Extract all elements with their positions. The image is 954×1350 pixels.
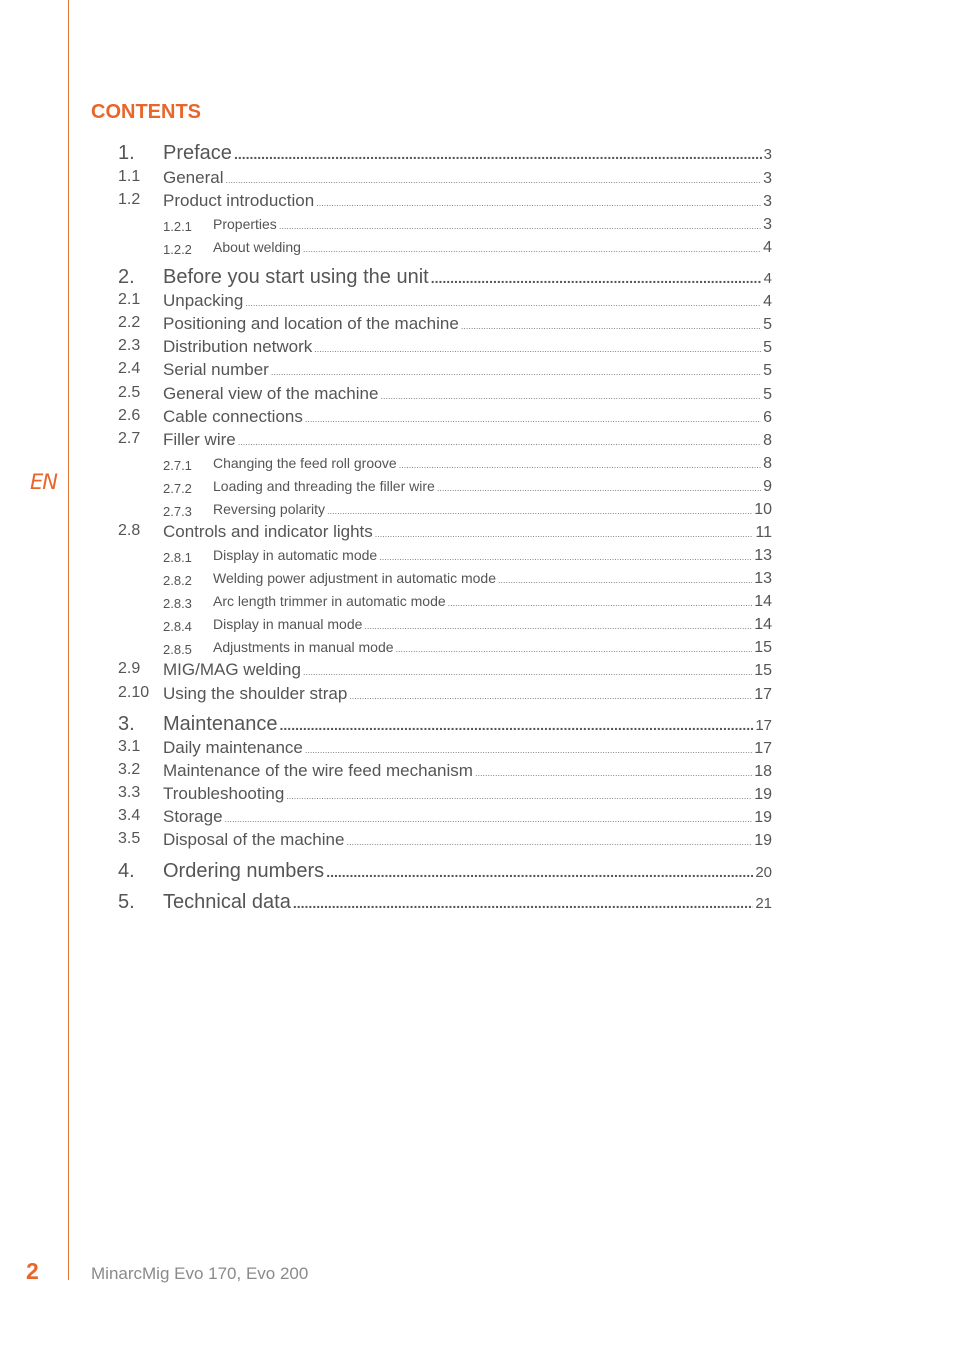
toc-leader-dots [279, 221, 761, 231]
toc-entry-label: Unpacking [163, 291, 244, 310]
toc-entry-label: General view of the machine [163, 384, 379, 403]
toc-leader-dots [326, 864, 753, 880]
toc-entry-number: 3. [118, 713, 135, 735]
toc-leader-dots [475, 768, 752, 778]
toc-leader-dots [316, 198, 761, 208]
toc-entry-page: 5 [763, 362, 772, 379]
toc-entry-number: 3.1 [118, 738, 141, 755]
toc-entry-number: 2.5 [118, 384, 141, 401]
contents-heading: CONTENTS [91, 101, 201, 123]
toc-leader-dots [314, 344, 761, 354]
toc-leader-dots [305, 414, 761, 424]
toc-entry[interactable] [163, 738, 772, 758]
toc-entry-label: Controls and indicator lights [163, 522, 373, 541]
toc-entry-number: 3.2 [118, 761, 141, 778]
toc-leader-dots [234, 146, 762, 162]
toc-entry-page: 17 [754, 686, 772, 703]
toc-entry[interactable] [163, 713, 772, 736]
toc-entry[interactable] [213, 478, 772, 496]
toc-entry-number: 2.8.4 [163, 619, 192, 634]
toc-entry[interactable] [163, 337, 772, 357]
toc-entry-page: 5 [763, 316, 772, 333]
toc-entry-page: 17 [754, 740, 772, 757]
toc-entry[interactable] [163, 168, 772, 188]
toc-entry[interactable] [163, 266, 772, 289]
toc-entry[interactable] [163, 784, 772, 804]
toc-entry-label: Troubleshooting [163, 784, 285, 803]
toc-leader-dots [498, 575, 752, 585]
toc-entry-page: 5 [763, 339, 772, 356]
toc-entry-number: 2.10 [118, 684, 150, 701]
toc-leader-dots [346, 837, 752, 847]
toc-leader-dots [280, 717, 754, 733]
toc-entry[interactable] [163, 891, 772, 914]
toc-leader-dots [364, 621, 752, 631]
toc-entry-page: 4 [763, 239, 772, 256]
toc-entry-page: 11 [755, 524, 772, 541]
toc-entry-label: About welding [213, 239, 301, 255]
toc-entry-page: 19 [754, 809, 772, 826]
toc-entry-page: 15 [754, 662, 772, 679]
toc-entry-number: 1.2 [118, 191, 141, 208]
toc-entry-page: 3 [763, 193, 772, 210]
toc-entry-number: 3.3 [118, 784, 141, 801]
toc-entry[interactable] [163, 384, 772, 404]
margin-rule [68, 0, 69, 1280]
toc-entry-label: Arc length trimmer in automatic mode [213, 593, 446, 609]
toc-entry[interactable] [163, 807, 772, 827]
toc-entry-label: Properties [213, 216, 277, 232]
toc-leader-dots [396, 644, 753, 654]
toc-entry-page: 20 [755, 864, 772, 881]
toc-leader-dots [225, 814, 753, 824]
toc-entry-number: 2. [118, 266, 135, 288]
toc-entry-number: 2.8.2 [163, 573, 192, 588]
toc-entry-label: General [163, 168, 224, 187]
toc-entry[interactable] [163, 684, 772, 704]
toc-leader-dots [225, 175, 761, 185]
toc-entry-page: 4 [763, 293, 772, 310]
toc-entry-page: 19 [754, 832, 772, 849]
toc-entry-label: Welding power adjustment in automatic mode [213, 570, 497, 586]
toc-leader-dots [303, 244, 761, 254]
toc-entry[interactable] [163, 407, 772, 427]
toc-entry-number: 2.6 [118, 407, 141, 424]
toc-entry-page: 18 [754, 763, 772, 780]
toc-entry-number: 2.1 [118, 291, 141, 308]
toc-entry-page: 8 [763, 432, 772, 449]
toc-entry[interactable] [213, 639, 772, 657]
toc-entry-number: 4. [118, 860, 135, 882]
toc-entry-number: 2.7.2 [163, 481, 192, 496]
toc-entry-page: 6 [763, 409, 772, 426]
toc-entry-label: Cable connections [163, 407, 303, 426]
toc-entry-number: 2.4 [118, 360, 141, 377]
toc-entry-label: MIG/MAG welding [163, 660, 301, 679]
toc-entry[interactable] [163, 360, 772, 380]
toc-leader-dots [303, 667, 752, 677]
toc-entry-page: 9 [763, 478, 772, 495]
toc-entry-number: 3.5 [118, 830, 141, 847]
toc-leader-dots [327, 506, 752, 516]
toc-entry-page: 5 [763, 386, 772, 403]
toc-leader-dots [461, 321, 761, 331]
language-tag: EN [30, 470, 57, 494]
toc-entry[interactable] [163, 522, 772, 542]
toc-entry-page: 3 [763, 146, 772, 163]
toc-entry[interactable] [213, 501, 772, 519]
footer-product-name: MinarcMig Evo 170, Evo 200 [91, 1264, 309, 1283]
toc-entry-label: Filler wire [163, 430, 236, 449]
toc-leader-dots [375, 529, 754, 539]
toc-entry-page: 3 [763, 216, 772, 233]
toc-entry-label: Display in manual mode [213, 616, 363, 632]
toc-leader-dots [293, 895, 753, 911]
toc-entry-number: 2.3 [118, 337, 141, 354]
toc-entry-label: Reversing polarity [213, 501, 326, 517]
toc-entry-number: 1.2.1 [163, 219, 192, 234]
toc-leader-dots [437, 483, 761, 493]
toc-entry[interactable] [163, 761, 772, 781]
toc-leader-dots [399, 460, 761, 470]
toc-leader-dots [305, 745, 752, 755]
toc-leader-dots [379, 552, 752, 562]
toc-entry[interactable] [213, 616, 772, 634]
toc-entry[interactable] [213, 216, 772, 234]
toc-entry-label: Maintenance [163, 713, 278, 735]
toc-entry-number: 1.1 [118, 168, 141, 185]
toc-entry-number: 2.7.3 [163, 504, 192, 519]
toc-entry-number: 1. [118, 142, 135, 164]
toc-entry[interactable] [163, 430, 772, 450]
toc-entry-label: Disposal of the machine [163, 830, 345, 849]
toc-entry-label: Display in automatic mode [213, 547, 378, 563]
toc-entry-label: Preface [163, 142, 232, 164]
toc-entry-page: 15 [754, 639, 772, 656]
toc-leader-dots [238, 437, 761, 447]
toc-entry-label: Adjustments in manual mode [213, 639, 394, 655]
toc-entry-page: 14 [754, 593, 772, 610]
page-number: 2 [26, 1258, 39, 1284]
toc-leader-dots [380, 391, 761, 401]
toc-entry-number: 2.9 [118, 660, 141, 677]
toc-entry[interactable] [163, 860, 772, 883]
toc-entry[interactable] [213, 570, 772, 588]
toc-entry-number: 2.8.5 [163, 642, 192, 657]
toc-entry-page: 4 [763, 270, 772, 287]
toc-entry-page: 10 [754, 501, 772, 518]
toc-leader-dots [431, 270, 762, 286]
toc-entry-label: Distribution network [163, 337, 313, 356]
toc-entry-label: Daily maintenance [163, 738, 303, 757]
toc-entry[interactable] [163, 291, 772, 311]
toc-entry-label: Maintenance of the wire feed mechanism [163, 761, 473, 780]
toc-entry-number: 2.8.3 [163, 596, 192, 611]
toc-entry-number: 3.4 [118, 807, 141, 824]
toc-entry[interactable] [163, 314, 772, 334]
toc-entry-number: 1.2.2 [163, 242, 192, 257]
toc-entry-label: Changing the feed roll groove [213, 455, 397, 471]
toc-entry[interactable] [163, 191, 772, 211]
toc-entry-label: Loading and threading the filler wire [213, 478, 435, 494]
toc-leader-dots [448, 598, 753, 608]
toc-entry[interactable] [163, 142, 772, 165]
toc-entry-page: 3 [763, 170, 772, 187]
toc-entry-number: 2.7 [118, 430, 141, 447]
toc-entry[interactable] [163, 660, 772, 680]
toc-entry-number: 2.7.1 [163, 458, 192, 473]
toc-entry-label: Product introduction [163, 191, 315, 210]
toc-entry-number: 2.8.1 [163, 550, 192, 565]
toc-entry-page: 13 [754, 547, 772, 564]
toc-entry-page: 19 [754, 786, 772, 803]
toc-entry[interactable] [213, 455, 772, 473]
toc-entry-page: 13 [754, 570, 772, 587]
toc-entry[interactable] [163, 830, 772, 850]
toc-entry[interactable] [213, 239, 772, 257]
toc-entry[interactable] [213, 547, 772, 565]
toc-leader-dots [245, 298, 761, 308]
toc-entry-number: 5. [118, 891, 135, 913]
toc-entry-label: Using the shoulder strap [163, 684, 348, 703]
toc-entry-label: Before you start using the unit [163, 266, 429, 288]
toc-entry-page: 21 [755, 895, 772, 912]
toc-entry-number: 2.8 [118, 522, 141, 539]
toc-entry-label: Storage [163, 807, 223, 826]
toc-leader-dots [349, 691, 752, 701]
toc-entry-number: 2.2 [118, 314, 141, 331]
toc-entry-label: Positioning and location of the machine [163, 314, 459, 333]
toc-leader-dots [271, 367, 761, 377]
toc-leader-dots [286, 791, 752, 801]
toc-entry-page: 17 [755, 717, 772, 734]
toc-entry[interactable] [213, 593, 772, 611]
toc-entry-label: Technical data [163, 891, 291, 913]
toc-entry-label: Serial number [163, 360, 269, 379]
toc-entry-page: 8 [763, 455, 772, 472]
toc-entry-page: 14 [754, 616, 772, 633]
toc-entry-label: Ordering numbers [163, 860, 325, 882]
